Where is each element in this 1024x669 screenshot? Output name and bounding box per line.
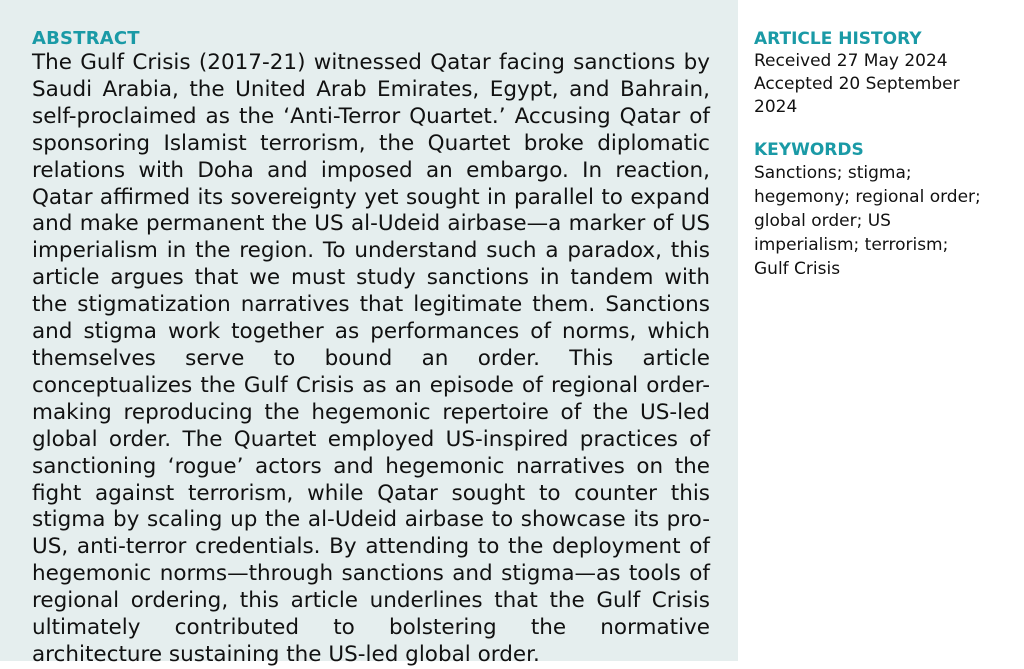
received-date: Received 27 May 2024 xyxy=(754,51,948,71)
keywords-list: Sanctions; stigma; hegemony; regional order; global order; US imperialism; terrorism; Gulf Crisis xyxy=(754,163,981,279)
article-info-sidebar xyxy=(754,28,1004,281)
abstract-text: The Gulf Crisis (2017-21) witnessed Qatar facing sanctions by Saudi Arabia, the United Arab Emirates, Egypt, and Bahrain, self-proclaimed as the ‘Anti-Terror Quartet.’ Accusing Qatar of sponsoring Islamist terrorism, the Quartet broke diplomatic relations with Doha and imposed an embargo. In reaction, Qatar affirmed its sovereignty yet sought in parallel to expand and make permanent the US al-Udeid airbase—a marker of US imperialism in the region. To understand such a paradox, this article argues that we must study sanctions in tandem with the stigmatization narratives that legitimate them. Sanctions and stigma work together as performances of norms, which themselves serve to bound an order. This article conceptualizes the Gulf Crisis as an episode of regional order-making reproducing the hegemonic repertoire of the US-led global order. The Quartet employed US-inspired practices of sanctioning ‘rogue’ actors and hegemonic narratives on the fight against terrorism, while Qatar sought to counter this stigma by scaling up the al-Udeid airbase to showcase its pro-US, anti-terror credentials. By attending to the deployment of hegemonic norms—through sanctions and stigma—as tools of regional ordering, this article underlines that the Gulf Crisis ultimately contributed to bolstering the normative architecture sustaining the US-led global order. xyxy=(32,50,710,667)
abstract-heading: ABSTRACT xyxy=(32,28,140,49)
keywords-heading: KEYWORDS xyxy=(754,140,864,160)
article-history-section xyxy=(754,28,1004,119)
article-history-heading: ARTICLE HISTORY xyxy=(754,29,922,49)
accepted-date: Accepted 20 September 2024 xyxy=(754,74,960,117)
keywords-section xyxy=(754,139,1004,281)
